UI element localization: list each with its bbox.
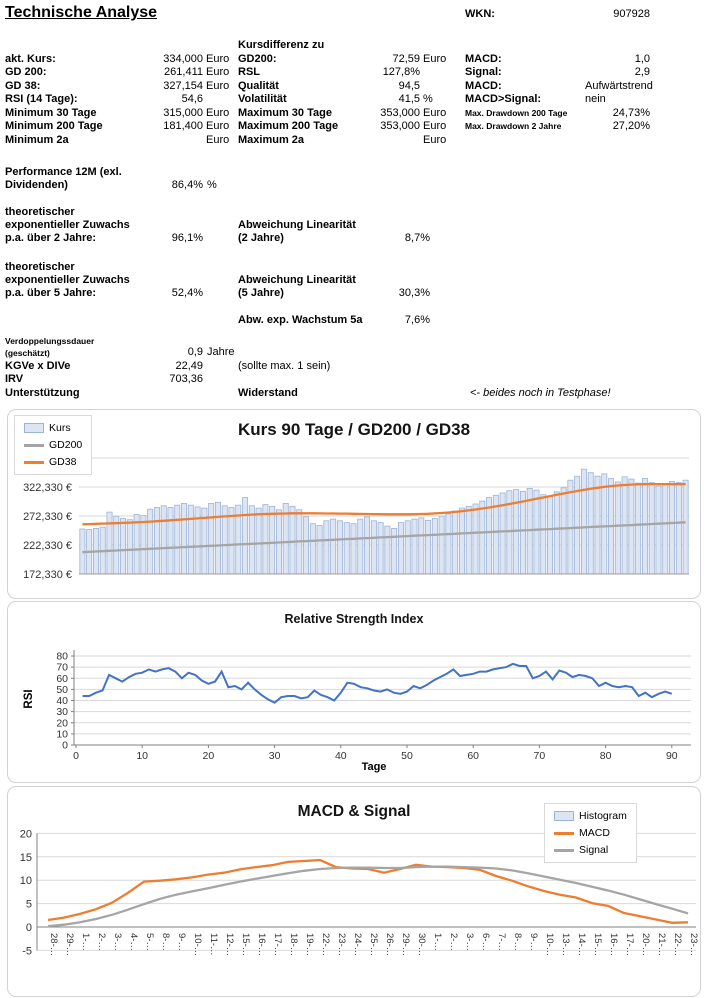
svg-text:-5: -5 [22,945,32,958]
stats-cell: RSI (14 Tage): [5,93,78,105]
stats-cell: Euro [423,52,447,65]
signal-line-swatch-icon [554,849,574,852]
stats-cell: Euro [206,66,230,78]
svg-text:172,330 €: 172,330 € [23,569,72,581]
svg-text:0: 0 [25,922,32,934]
stats-cell [360,134,420,148]
svg-text:10-…: 10-… [544,933,555,957]
rsi-chart-svg [8,602,700,782]
stats-cell: MACD: [465,52,502,65]
svg-text:70: 70 [56,661,68,674]
svg-text:4-…: 4-… [128,933,139,951]
svg-text:9-…: 9-… [528,933,539,951]
abw-exp-wachstum-label: Abw. exp. Wachstum 5a [238,314,363,326]
svg-text:60: 60 [56,672,68,685]
verdoppelungsdauer-value: 0,9 [187,346,203,358]
svg-text:6-…: 6-… [480,933,491,951]
stats-cell: Minimum 2a [5,133,69,146]
stats-cell: Maximum 200 Tage [238,120,339,132]
stats-cell: Euro [423,106,447,119]
stats-cell: Kursdifferenz zu [238,39,325,51]
stats-cell [135,134,203,148]
stats-cell [420,39,465,53]
abweichung5-label-line1: Abweichung Linearität [238,274,356,286]
legend-label-gd200: GD200 [49,439,83,451]
svg-text:40: 40 [334,750,347,762]
legend-item-gd200 [24,439,82,451]
stats-cell: 261,411 [164,66,203,78]
svg-text:5: 5 [25,898,32,911]
stats-cell [135,39,203,53]
macd-chart-legend [544,803,637,863]
svg-text:272,330 €: 272,330 € [23,511,72,523]
legend-item-histogram [554,810,627,822]
histogram-bar-swatch-icon [554,811,574,821]
stats-cell: 2,9 [634,66,650,78]
svg-text:21-…: 21-… [656,933,667,957]
svg-text:19-…: 19-… [304,933,315,957]
zuwachs2-label-line2: exponentieller Zuwachs [5,219,130,231]
svg-text:18-…: 18-… [288,933,299,957]
svg-text:24-…: 24-… [352,933,363,957]
irv-value: 703,36 [169,373,203,385]
kurs-chart-title: Kurs 90 Tage / GD200 / GD38 [237,420,471,439]
gd200-line-swatch-icon [24,444,44,447]
svg-text:29-…: 29-… [400,933,411,957]
svg-text:8-…: 8-… [160,933,171,951]
stats-cell: 54,6 [181,93,203,105]
kgve-note: (sollte max. 1 sein) [238,360,331,372]
stats-cell: Maximum 30 Tage [238,106,332,119]
stats-cell: Euro [206,52,230,65]
svg-text:20-…: 20-… [640,933,651,957]
stats-cell: Euro [206,79,230,92]
svg-text:30: 30 [268,750,281,762]
svg-text:13-…: 13-… [560,933,571,957]
page-title: Technische Analyse [5,4,158,21]
svg-text:22-…: 22-… [320,933,331,957]
stats-cell: 94,5 [398,79,420,92]
svg-text:25-…: 25-… [368,933,379,957]
stats-cell: Volatilität [238,93,287,105]
svg-text:60: 60 [467,750,480,762]
svg-text:50: 50 [56,683,68,696]
irv-label: IRV [5,373,24,385]
svg-text:15-…: 15-… [592,933,603,957]
legend-label-histogram: Histogram [579,810,627,822]
stats-cell: % [423,93,433,105]
testphase-note: <- beides noch in Testphase! [470,387,611,399]
legend-label-kurs: Kurs [49,422,71,434]
stats-cell: Euro [206,133,230,146]
widerstand-label: Widerstand [238,387,298,399]
abweichung2-value: 8,7% [404,232,430,244]
stats-cell: 353,000 [380,106,420,119]
svg-text:10: 10 [56,728,68,741]
stats-cell: 127,8% [382,66,420,78]
stats-cell: Qualität [238,79,279,92]
stats-cell: Euro [206,106,230,119]
svg-text:29-…: 29-… [64,933,75,957]
svg-text:11-…: 11-… [208,933,219,956]
svg-text:20: 20 [202,750,215,762]
svg-text:90: 90 [665,750,678,762]
stats-cell: Euro [206,120,230,132]
svg-text:20: 20 [19,828,32,841]
svg-text:15-…: 15-… [240,933,251,957]
svg-text:40: 40 [56,695,68,707]
stats-cell: Euro [423,120,447,132]
svg-text:30-…: 30-… [416,933,427,957]
svg-text:17-…: 17-… [272,933,283,957]
verdoppelungsdauer-label-line2: (geschätzt) [5,348,50,358]
abweichung2-label-line2: (2 Jahre) [238,232,284,244]
stats-cell [360,39,420,53]
stats-cell: GD 200: [5,66,47,78]
stats-cell: akt. Kurs: [5,52,56,65]
stats-cell: Minimum 30 Tage [5,106,97,119]
kurs-chart-legend [14,415,92,475]
stats-cell: Max. Drawdown 2 Jahre [465,121,562,131]
unterstuetzung-label: Unterstützung [5,387,80,399]
kgve-value: 22,49 [175,360,203,372]
svg-text:3-…: 3-… [464,933,475,951]
kgve-label: KGVe x DIVe [5,360,71,372]
legend-label-signal: Signal [579,844,609,856]
stats-cell: MACD>Signal: [465,93,542,105]
svg-text:1-…: 1-… [80,933,91,951]
svg-text:28-…: 28-… [48,933,59,957]
legend-item-kurs [24,422,82,434]
zuwachs5-label-line3: p.a. über 5 Jahre: [5,287,97,299]
svg-text:322,330 €: 322,330 € [23,482,72,494]
svg-text:3-…: 3-… [112,933,123,951]
stats-cell: 41,5 [398,93,420,105]
svg-text:10: 10 [136,750,149,762]
stats-cell: nein [585,93,606,105]
abweichung5-value: 30,3% [398,287,430,299]
svg-text:23-…: 23-… [336,933,347,957]
stats-cell: Euro [423,133,447,146]
stats-cell [465,134,585,148]
svg-text:8-…: 8-… [512,933,523,951]
macd-line-swatch-icon [554,832,574,835]
svg-text:20: 20 [56,717,68,730]
stats-cell: 334,000 [163,52,203,65]
svg-text:14-…: 14-… [576,933,587,957]
stats-cell [203,93,238,107]
zuwachs2-label-line3: p.a. über 2 Jahre: [5,232,97,244]
kurs-bar-swatch-icon [24,423,44,433]
macd-chart-title: MACD & Signal [297,803,411,820]
performance-unit: % [207,179,217,191]
wkn-label: WKN: [465,8,495,20]
stats-cell: 24,73% [612,106,650,119]
svg-text:2-…: 2-… [448,933,459,951]
svg-text:10-…: 10-… [192,933,203,957]
rsi-chart-title: Relative Strength Index [284,612,424,626]
stats-cell: MACD: [465,79,502,92]
verdoppelungsdauer-label-line1: Verdoppelungssdauer [5,336,95,346]
verdoppelungsdauer-unit: Jahre [207,346,235,358]
svg-text:16-…: 16-… [608,933,619,957]
legend-label-macd: MACD [579,827,610,839]
svg-text:70: 70 [533,750,546,762]
kurs-chart [7,409,701,599]
svg-text:30: 30 [56,706,68,719]
macd-chart [7,786,701,997]
performance-value: 86,4% [171,179,203,191]
svg-text:80: 80 [56,650,68,663]
svg-text:12-…: 12-… [224,933,235,957]
stats-cell: 1,0 [634,52,650,65]
stats-cell: Minimum 200 Tage [5,120,103,132]
svg-text:1-…: 1-… [432,933,443,951]
stats-cell [585,39,650,53]
performance-label-line2: Dividenden) [5,179,68,191]
stats-cell: GD 38: [5,79,41,92]
legend-item-macd [554,827,627,839]
svg-text:5-…: 5-… [144,933,155,951]
svg-text:22-…: 22-… [672,933,683,957]
stats-cell [203,39,238,53]
stats-cell: GD200: [238,52,277,65]
stats-cell: 27,20% [612,120,650,132]
gd38-line-swatch-icon [24,461,44,464]
stats-cell: 72,59 [392,52,420,65]
svg-text:222,330 €: 222,330 € [23,540,72,552]
legend-item-signal [554,844,627,856]
zuwachs5-label-line1: theoretischer [5,261,75,273]
zuwachs5-value: 52,4% [171,287,203,299]
wkn-value: 907928 [613,8,650,20]
svg-text:26-…: 26-… [384,933,395,957]
svg-text:7-…: 7-… [496,933,507,951]
zuwachs2-label-line1: theoretischer [5,206,75,218]
zuwachs2-value: 96,1% [171,232,203,244]
stats-cell: Aufwärtstrend [585,79,653,92]
stats-cell [420,66,465,80]
svg-text:80: 80 [599,750,612,762]
svg-text:0: 0 [62,739,68,752]
stats-table [5,39,653,147]
svg-text:15: 15 [19,851,32,864]
stats-cell: 181,400 [163,120,203,132]
stats-cell [585,134,650,148]
stats-cell: 353,000 [380,120,420,132]
svg-text:10: 10 [19,875,32,888]
legend-item-gd38 [24,456,82,468]
stats-cell [420,80,465,94]
svg-text:2-…: 2-… [96,933,107,951]
svg-text:17-…: 17-… [624,933,635,957]
stats-cell: RSL [238,66,260,78]
svg-text:16-…: 16-… [256,933,267,957]
stats-cell [5,39,135,53]
rsi-x-axis-label: Tage [361,761,387,773]
stats-cell: Max. Drawdown 200 Tage [465,107,568,118]
stats-cell: 327,154 [163,79,203,92]
stats-cell: Maximum 2a [238,133,305,146]
rsi-y-axis-label: RSI [23,689,35,709]
abweichung2-label-line1: Abweichung Linearität [238,219,356,231]
rsi-chart [7,601,701,783]
svg-text:23-…: 23-… [688,933,699,957]
abw-exp-wachstum-value: 7,6% [404,314,430,326]
legend-label-gd38: GD38 [49,456,77,468]
performance-label-line1: Performance 12M (exl. [5,166,122,178]
stats-cell: Signal: [465,66,502,78]
svg-text:50: 50 [401,750,413,762]
svg-text:9-…: 9-… [176,933,187,951]
zuwachs5-label-line2: exponentieller Zuwachs [5,274,130,286]
stats-cell: 315,000 [163,106,203,119]
svg-text:0: 0 [73,750,79,762]
stats-cell [465,39,585,53]
abweichung5-label-line2: (5 Jahre) [238,287,284,299]
